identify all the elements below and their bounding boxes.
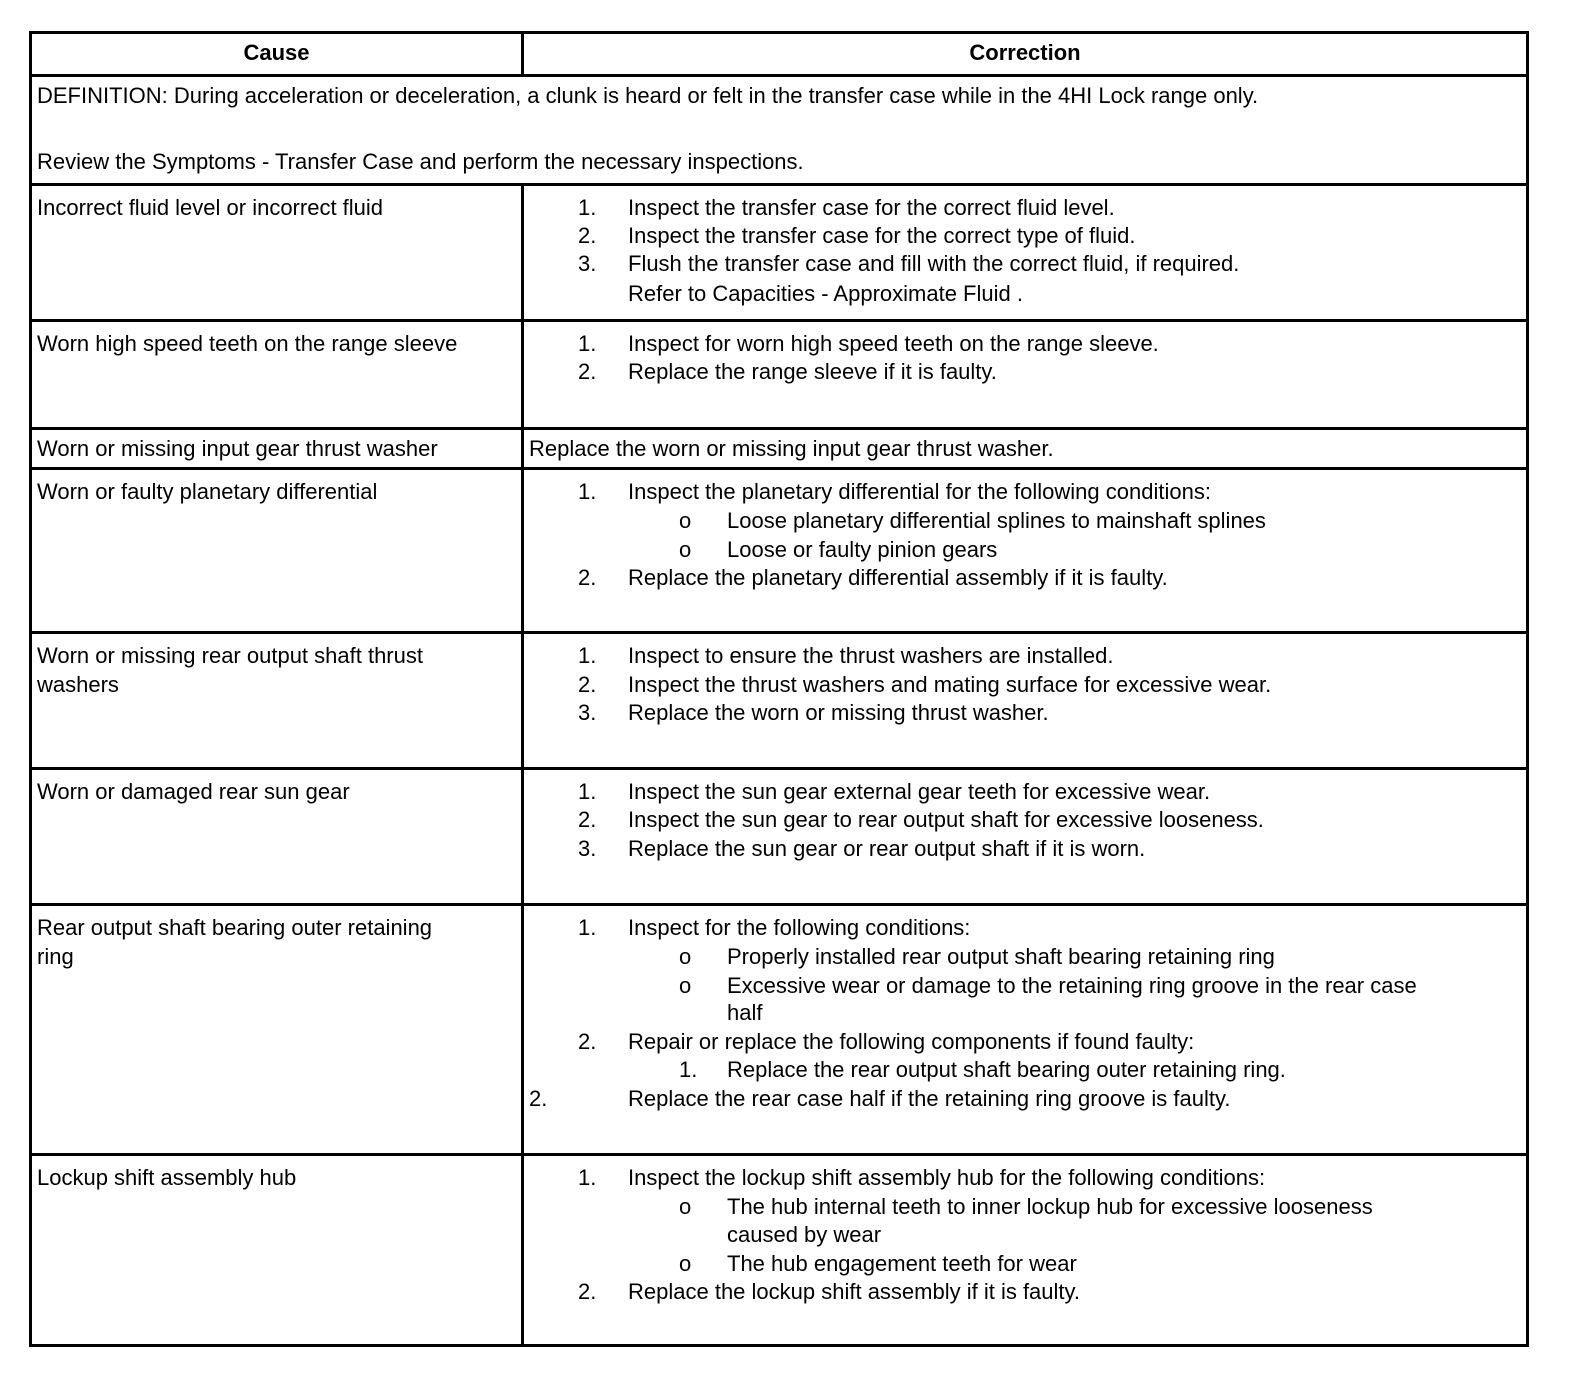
list-item-text: Excessive wear or damage to the retaining ring groove in the rear case xyxy=(727,973,1417,998)
list-item-text: Inspect the planetary differential for the following conditions: xyxy=(628,479,1211,504)
list-number: 1. xyxy=(578,779,597,804)
list-item-text: half xyxy=(727,1000,763,1025)
table-header-row xyxy=(32,34,1526,74)
cause-cell: Worn or damaged rear sun gear xyxy=(37,779,350,804)
table-row xyxy=(32,1153,1526,1344)
list-number: 2. xyxy=(578,672,597,697)
correction-cell xyxy=(521,770,1526,903)
correction-cell xyxy=(521,430,1526,467)
definition-row xyxy=(32,74,1526,183)
list-number: 3. xyxy=(578,251,597,276)
cause-cell: Worn or missing input gear thrust washer xyxy=(37,436,438,461)
table-row xyxy=(32,631,1526,767)
definition-cell xyxy=(32,77,1526,183)
list-item-text: Replace the sun gear or rear output shaft if it is worn. xyxy=(628,836,1146,861)
correction-text: Replace the worn or missing input gear thrust washer. xyxy=(529,436,1054,461)
list-item-text: Inspect the lockup shift assembly hub for the following conditions: xyxy=(628,1165,1266,1190)
table-row xyxy=(32,767,1526,903)
list-number: 1. xyxy=(578,331,597,356)
list-item-text: Inspect the sun gear to rear output shaft for excessive looseness. xyxy=(628,807,1264,832)
table-row xyxy=(32,427,1526,467)
list-number: 3. xyxy=(578,700,597,725)
cause-cell xyxy=(32,906,521,1153)
cause-line: ring xyxy=(37,943,74,969)
refer-capacities-text: Refer to Capacities - Approximate Fluid . xyxy=(628,281,1023,306)
list-number: 1. xyxy=(578,643,597,668)
list-item-text: Flush the transfer case and fill with the correct fluid, if required. xyxy=(628,251,1240,276)
list-item-text: Inspect the transfer case for the correct type of fluid. xyxy=(628,223,1136,248)
list-item-text: Replace the rear case half if the retaining ring groove is faulty. xyxy=(628,1086,1231,1111)
list-item-text: Inspect the transfer case for the correct fluid level. xyxy=(628,195,1115,220)
list-bullet: o xyxy=(679,537,692,562)
correction-cell xyxy=(521,322,1526,427)
cause-line: Worn or missing rear output shaft thrust xyxy=(37,643,423,668)
cause-cell: Worn high speed teeth on the range sleeve xyxy=(37,331,458,356)
correction-cell xyxy=(521,1156,1526,1344)
list-item-text: caused by wear xyxy=(727,1222,882,1247)
cause-cell: Worn or faulty planetary differential xyxy=(37,479,378,504)
list-number: 2. xyxy=(578,359,597,384)
definition-text: DEFINITION: During acceleration or deceleration, a clunk is heard or felt in the transfer case while in the 4HI Lock range only. xyxy=(37,83,1259,108)
table-row xyxy=(32,319,1526,427)
correction-cell xyxy=(521,186,1526,319)
list-item-text: Loose or faulty pinion gears xyxy=(727,537,998,562)
table-row xyxy=(32,903,1526,1153)
list-bullet: o xyxy=(679,1251,692,1276)
table-row xyxy=(32,467,1526,631)
list-bullet: o xyxy=(679,973,692,998)
cause-cell xyxy=(32,634,521,767)
list-item-text: Inspect the sun gear external gear teeth for excessive wear. xyxy=(628,779,1211,804)
list-item-text: The hub internal teeth to inner lockup hub for excessive looseness xyxy=(727,1194,1373,1219)
table-row xyxy=(32,183,1526,319)
list-item-text: Replace the lockup shift assembly if it is faulty. xyxy=(628,1279,1081,1304)
list-item-text: Replace the range sleeve if it is faulty. xyxy=(628,359,997,384)
list-number: 2. xyxy=(578,807,597,832)
list-number: 2. xyxy=(578,1279,597,1304)
list-item-text: Inspect for the following conditions: xyxy=(628,915,971,940)
list-number: 2. xyxy=(529,1086,548,1111)
list-item-text: Replace the worn or missing thrust washer. xyxy=(628,700,1049,725)
list-number: 2. xyxy=(578,1029,597,1054)
diagnosis-table xyxy=(29,31,1529,1347)
list-item-text: Properly installed rear output shaft bearing retaining ring xyxy=(727,944,1275,969)
list-number: 1. xyxy=(578,479,597,504)
list-item-text: Inspect to ensure the thrust washers are installed. xyxy=(628,643,1114,668)
list-item-text: Inspect for worn high speed teeth on the range sleeve. xyxy=(628,331,1159,356)
list-item-text: Replace the planetary differential assembly if it is faulty. xyxy=(628,565,1168,590)
list-number: 1. xyxy=(578,195,597,220)
correction-cell xyxy=(521,470,1526,631)
list-number: 1. xyxy=(578,915,597,940)
list-number: 2. xyxy=(578,565,597,590)
list-number: 1. xyxy=(679,1057,698,1082)
correction-cell xyxy=(521,634,1526,767)
list-number: 1. xyxy=(578,1165,597,1190)
cause-cell: Lockup shift assembly hub xyxy=(37,1165,297,1190)
list-item-text: The hub engagement teeth for wear xyxy=(727,1251,1077,1276)
cause-column-header: Cause xyxy=(243,40,310,65)
correction-cell xyxy=(521,906,1526,1153)
cause-line: Rear output shaft bearing outer retaining xyxy=(37,915,433,940)
correction-column-header: Correction xyxy=(521,34,1526,74)
list-item-text: Repair or replace the following components if found faulty: xyxy=(628,1029,1195,1054)
cause-cell: Incorrect fluid level or incorrect fluid xyxy=(37,195,384,220)
list-bullet: o xyxy=(679,1194,692,1219)
cause-line: washers xyxy=(37,671,119,697)
list-number: 2. xyxy=(578,223,597,248)
list-number: 3. xyxy=(578,836,597,861)
list-item-text: Inspect the thrust washers and mating surface for excessive wear. xyxy=(628,672,1272,697)
list-item-text: Loose planetary differential splines to mainshaft splines xyxy=(727,508,1266,533)
list-item-text: Replace the rear output shaft bearing outer retaining ring. xyxy=(727,1057,1286,1082)
list-bullet: o xyxy=(679,944,692,969)
list-bullet: o xyxy=(679,508,692,533)
review-symptoms-text: Review the Symptoms - Transfer Case and perform the necessary inspections. xyxy=(37,149,804,174)
